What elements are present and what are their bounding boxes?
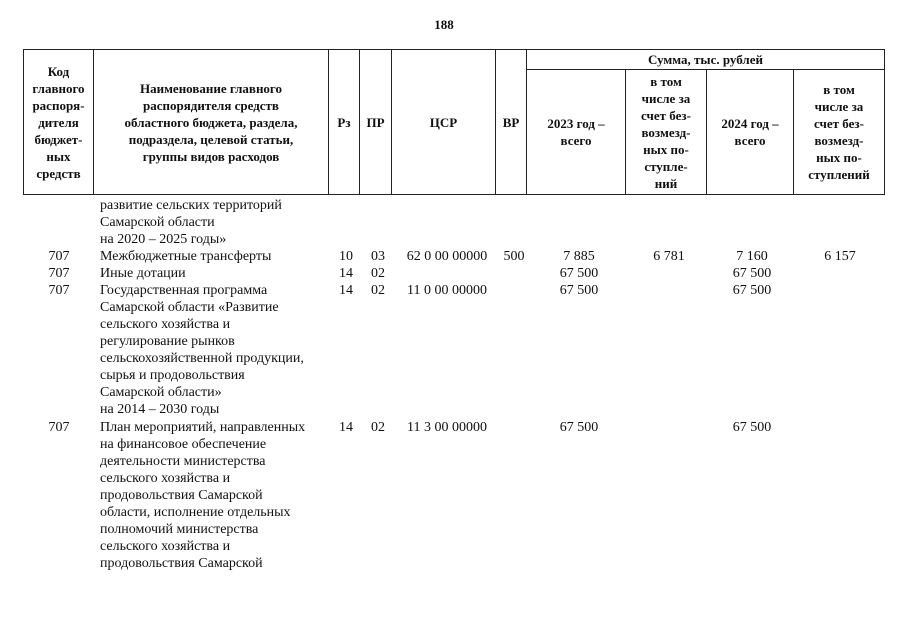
header-csr: ЦСР <box>392 50 496 195</box>
row-sum-2023: 67 500 <box>559 420 599 435</box>
row-sum-2024: 7 160 <box>736 249 768 264</box>
header-incl-2023: в том числе за счет без- возмезд- ных по- ступле- ний <box>626 70 707 195</box>
header-rz: Рз <box>329 50 360 195</box>
row-name: Межбюджетные трансферты <box>100 249 272 264</box>
header-pr: ПР <box>360 50 392 195</box>
row-incl-2023: 6 781 <box>653 249 685 264</box>
header-vr: ВР <box>496 50 527 195</box>
row-sum-2024: 67 500 <box>732 420 772 435</box>
row-pr: 02 <box>371 420 385 435</box>
row-name: Иные дотации <box>100 266 186 281</box>
header-code: Код главного распоря- дителя бюджет- ных средств <box>24 50 94 195</box>
row-name: развитие сельских территорий Самарской области на 2020 – 2025 годы» <box>100 198 282 247</box>
row-rz: 14 <box>339 283 353 298</box>
row-code: 707 <box>48 283 70 298</box>
row-code: 707 <box>48 420 70 435</box>
row-incl-2024: 6 157 <box>824 249 856 264</box>
row-name: План мероприятий, направленных на финансовое обеспечение деятельности министерства сельского хозяйства и продовольствия Самарской области, исполнение отдельных полномочий министерства сельского хозяйства и продовольствия Самарской <box>100 420 306 571</box>
header-sum-2023: 2023 год – всего <box>527 70 626 195</box>
header-sum-title: Сумма, тыс. рублей <box>527 50 885 70</box>
row-code: 707 <box>48 249 70 264</box>
row-pr: 03 <box>371 249 385 264</box>
row-sum-2023: 67 500 <box>559 283 599 298</box>
row-sum-2023: 67 500 <box>559 266 599 281</box>
row-pr: 02 <box>371 283 385 298</box>
row-csr: 11 0 00 00000 <box>407 283 487 298</box>
header-incl-2024: в том числе за счет без- возмезд- ных по- ступлений <box>794 70 885 195</box>
row-pr: 02 <box>371 266 385 281</box>
row-sum-2023: 7 885 <box>563 249 595 264</box>
row-rz: 10 <box>339 249 353 264</box>
header-name: Наименование главного распорядителя средств областного бюджета, раздела, подраздела, целевой статьи, группы видов расходов <box>94 50 329 195</box>
table-header <box>23 49 885 195</box>
row-rz: 14 <box>339 420 353 435</box>
page-number: 188 <box>434 17 454 32</box>
row-vr: 500 <box>503 249 525 264</box>
row-name: Государственная программа Самарской области «Развитие сельского хозяйства и регулирование рынков сельскохозяйственной продукции, сырья и продовольствия Самарской области» на 2014 – 2030 годы <box>100 283 304 417</box>
row-csr: 11 3 00 00000 <box>407 420 487 435</box>
row-sum-2024: 67 500 <box>732 266 772 281</box>
row-sum-2024: 67 500 <box>732 283 772 298</box>
row-code: 707 <box>48 266 70 281</box>
row-csr: 62 0 00 00000 <box>406 249 488 264</box>
header-sum-2024: 2024 год – всего <box>707 70 794 195</box>
row-rz: 14 <box>339 266 353 281</box>
